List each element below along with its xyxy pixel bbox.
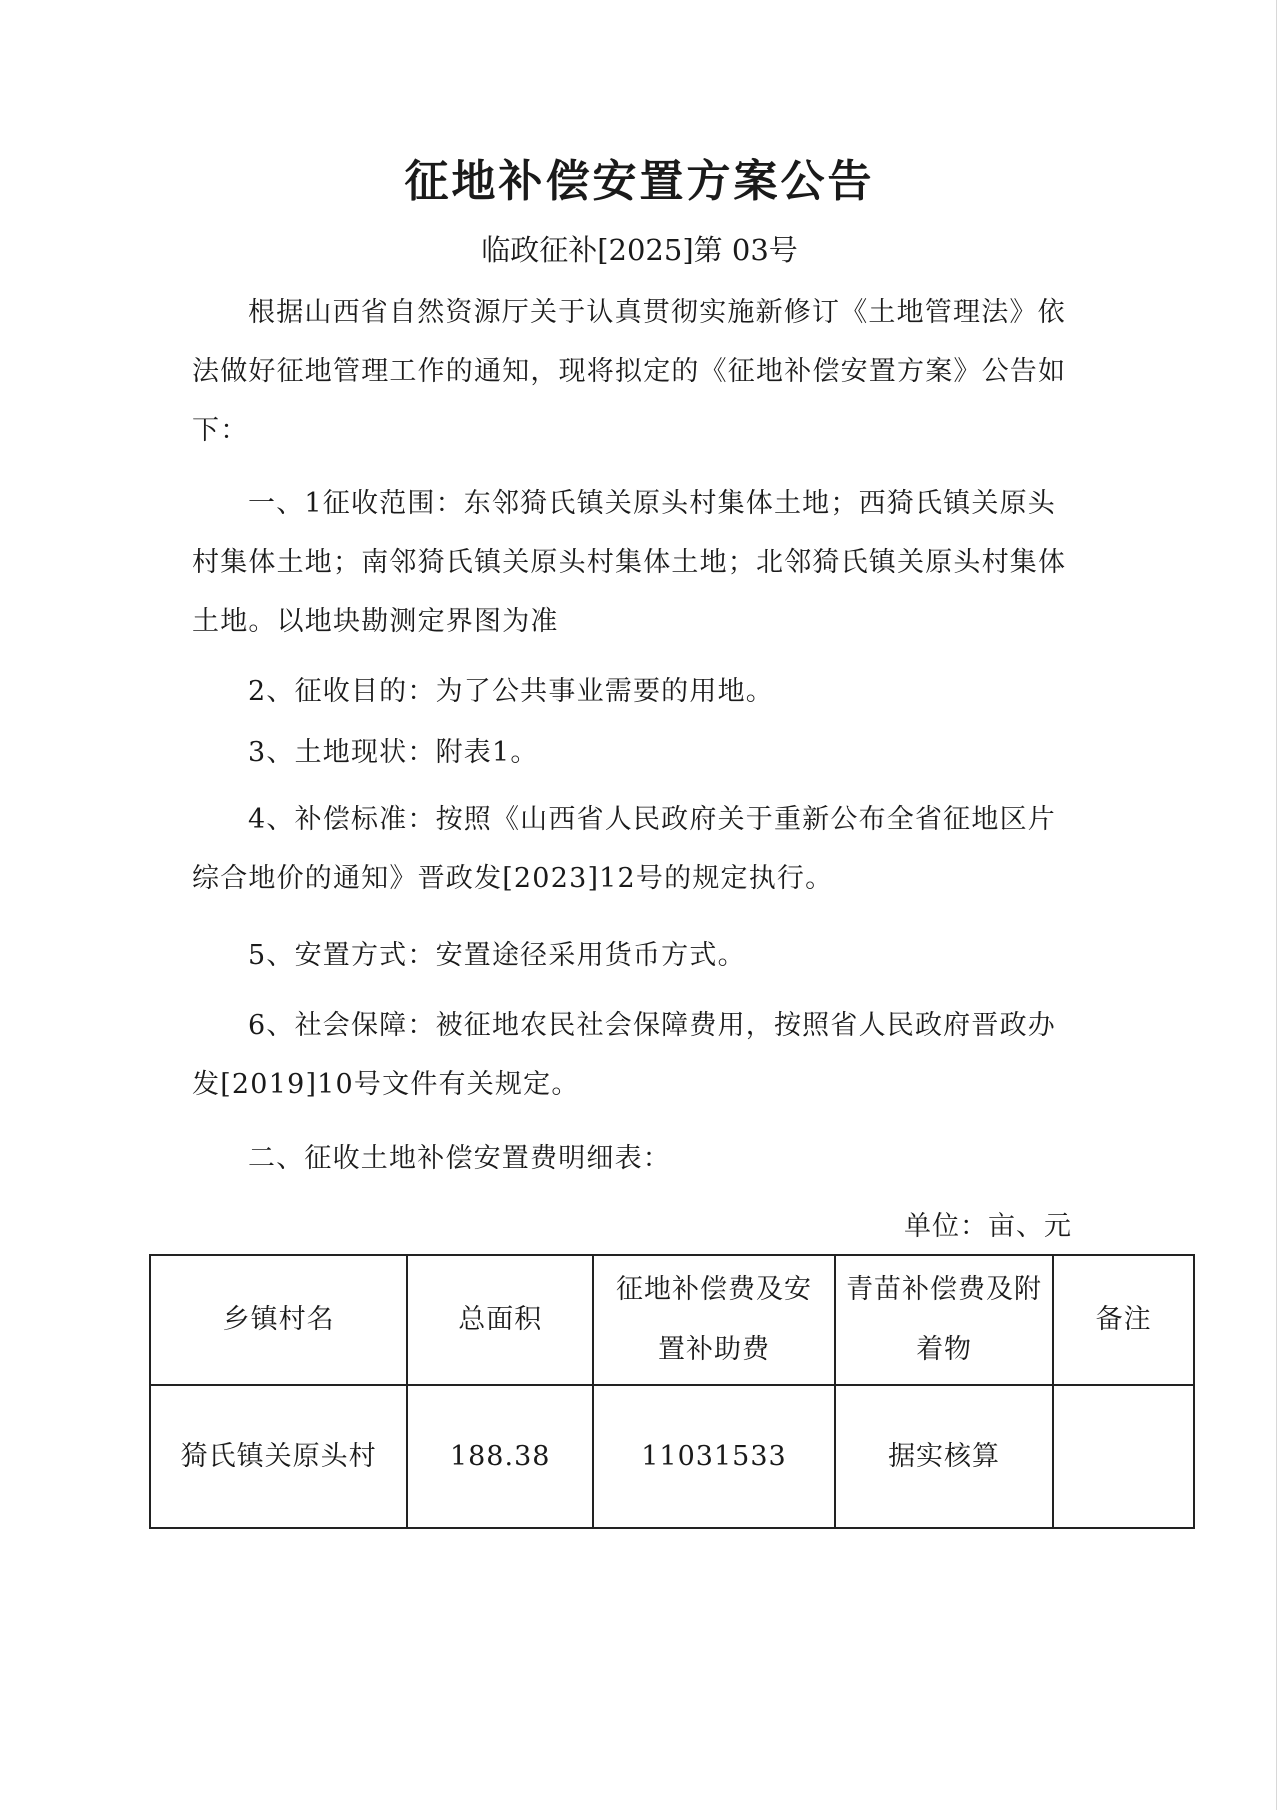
cell-total-area: 188.38 xyxy=(407,1385,593,1528)
fee-detail-table xyxy=(149,1254,1195,1529)
item-standard-paragraph: 4、补偿标准：按照《山西省人民政府关于重新公布全省征地区片综合地价的通知》晋政发[2023]12号的规定执行。 xyxy=(192,804,1056,894)
cell-compensation-fee: 11031533 xyxy=(593,1385,835,1528)
header-village-name: 乡镇村名 xyxy=(150,1255,407,1385)
item-scope-paragraph: 一、1征收范围：东邻猗氏镇关原头村集体土地；西猗氏镇关原头村集体土地；南邻猗氏镇关原头村集体土地；北邻猗氏镇关原头村集体土地。以地块勘测定界图为准 xyxy=(192,488,1067,637)
item-resettlement-paragraph: 5、安置方式：安置途径采用货币方式。 xyxy=(248,940,746,971)
item-social-security-paragraph: 6、社会保障：被征地农民社会保障费用，按照省人民政府晋政办发[2019]10号文件有关规定。 xyxy=(192,1010,1056,1100)
cell-crop-attachment-fee: 据实核算 xyxy=(835,1385,1053,1528)
item-land-status-paragraph: 3、土地现状：附表1。 xyxy=(248,737,539,768)
cell-village-name: 猗氏镇关原头村 xyxy=(150,1385,407,1528)
scan-edge-line xyxy=(1276,0,1277,1810)
document-title: 征地补偿安置方案公告 xyxy=(404,156,875,207)
item-purpose-paragraph: 2、征收目的：为了公共事业需要的用地。 xyxy=(248,676,774,707)
table-row xyxy=(150,1385,1194,1528)
header-total-area: 总面积 xyxy=(407,1255,593,1385)
header-crop-attachment-fee: 青苗补偿费及附着物 xyxy=(835,1255,1053,1385)
table-unit-label: 单位：亩、元 xyxy=(904,1211,1072,1242)
header-compensation-fee: 征地补偿费及安置补助费 xyxy=(593,1255,835,1385)
intro-paragraph: 根据山西省自然资源厅关于认真贯彻实施新修订《土地管理法》依法做好征地管理工作的通知，现将拟定的《征地补偿安置方案》公告如下： xyxy=(192,297,1067,446)
table-header-row xyxy=(150,1255,1194,1385)
table-intro-paragraph: 二、征收土地补偿安置费明细表： xyxy=(248,1143,671,1174)
cell-remarks xyxy=(1053,1385,1194,1528)
document-number: 临政征补[2025]第 03号 xyxy=(481,233,798,267)
header-remarks: 备注 xyxy=(1053,1255,1194,1385)
